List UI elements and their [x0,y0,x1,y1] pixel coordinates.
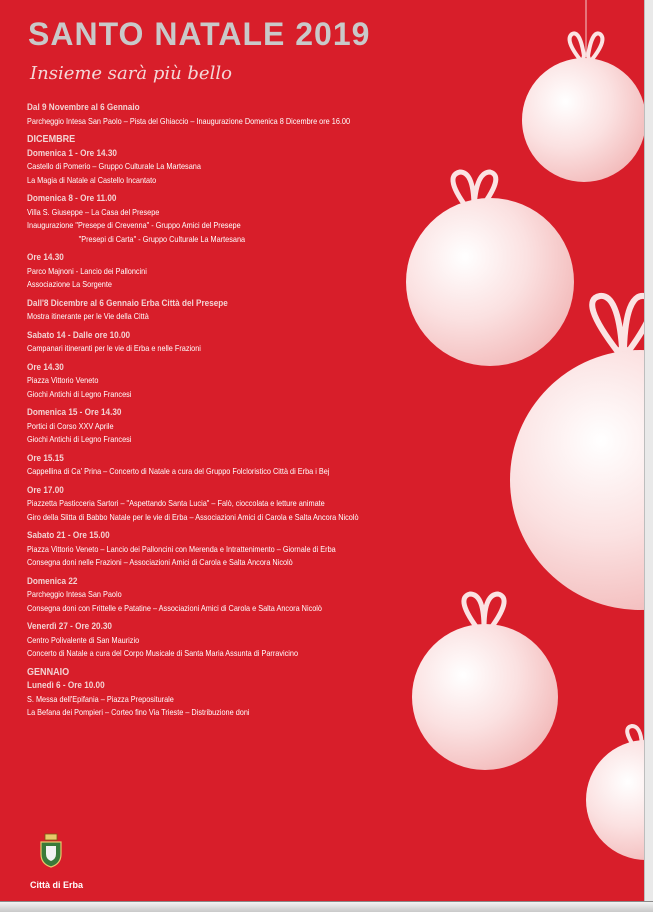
ornament-bottom [586,726,653,860]
event-block [27,452,371,479]
event-block [27,406,371,447]
event-block [27,575,371,616]
event-detail: Associazione La Sorgente [27,279,112,289]
ornament-lower [412,594,558,770]
month-heading: DICEMBRE [27,133,76,145]
event-date-heading: Domenica 8 - Ore 11.00 [27,193,117,204]
event-date-heading: Sabato 21 - Ore 15.00 [27,530,110,541]
event-date-heading: Domenica 15 - Ore 14.30 [27,407,122,418]
event-detail: Inaugurazione "Presepe di Crevenna" - Gruppo Amici del Presepe [27,220,241,230]
window-scroll-edge [644,0,653,912]
event-detail: Consegna doni con Frittelle e Patatine – Associazioni Amici di Carola e Salta Ancora Nicolò [27,602,323,613]
event-detail: Parcheggio Intesa San Paolo [27,589,122,599]
event-date-heading: Sabato 14 - Dalle ore 10.00 [27,329,131,341]
event-block [27,679,371,720]
event-block [27,329,371,356]
event-detail: Piazza Vittorio Veneto [27,375,99,385]
event-detail: "Presepi di Carta" - Gruppo Culturale La Martesana [78,233,246,244]
event-date-heading: Dal 9 Novembre al 6 Gennaio [27,102,140,113]
event-block [27,529,371,570]
event-date-heading: Domenica 22 [27,575,78,587]
city-crest-icon [38,833,64,869]
event-detail: Parco Majnoni - Lancio dei Palloncini [27,265,147,276]
event-block [27,147,371,188]
poster-title: SANTO NATALE 2019 [28,16,371,52]
bottom-taskbar [0,901,653,912]
event-date-heading: Lunedì 6 - Ore 10.00 [27,680,105,691]
event-detail: Giro della Slitta di Babbo Natale per le vie di Erba – Associazioni Amici di Carola e Salta Ancora Nicolò [27,511,359,522]
event-detail: Piazzetta Pasticceria Sartori – "Aspettando Santa Lucia" – Falò, cioccolata e letture animate [27,498,325,508]
event-block [27,192,371,246]
event-block [27,484,371,525]
event-detail: Portici di Corso XXV Aprile [27,420,114,431]
poster-subtitle: Insieme sarà più bello [30,63,232,84]
event-date-heading: Ore 17.00 [27,484,64,496]
event-detail: Castello di Pomerio – Gruppo Culturale La Martesana [27,161,201,171]
event-detail: La Befana dei Pompieri – Corteo fino Via Trieste – Distribuzione doni [27,707,250,717]
event-date-heading: Dall'8 Dicembre al 6 Gennaio Erba Città del Presepe [27,297,228,309]
event-block [27,361,371,402]
event-detail: Giochi Antichi di Legno Francesi [27,434,132,444]
event-block [27,297,371,324]
ornament-top [522,0,646,182]
event-detail: Concerto di Natale a cura del Corpo Musicale di Santa Maria Assunta di Parravicino [27,648,299,658]
event-date-heading: Ore 15.15 [27,452,64,464]
event-date-heading: Venerdì 27 - Ore 20.30 [27,621,112,632]
event-detail: Centro Polivalente di San Maurizio [27,634,140,645]
event-detail: Mostra itinerante per le Vie della Città [27,311,149,321]
event-detail: Piazza Vittorio Veneto – Lancio dei Palloncini con Merenda e Intrattenimento – Giornale di Erba [27,543,336,554]
event-detail: Campanari itineranti per le vie di Erba e nelle Frazioni [27,343,201,353]
event-program [27,101,371,725]
event-detail: Villa S. Giuseppe – La Casa del Presepe [27,206,160,217]
event-detail: Parcheggio Intesa San Paolo – Pista del Ghiaccio – Inaugurazione Domenica 8 Dicembre ore 16.00 [27,115,351,126]
city-label: Città di Erba [30,880,84,890]
event-detail: S. Messa dell'Epifania – Piazza Prepositurale [27,693,174,704]
event-block [27,101,371,128]
event-date-heading: Ore 14.30 [27,361,64,373]
ornament-middle [406,172,574,366]
event-block [27,620,371,661]
event-detail: Cappellina di Ca' Prina – Concerto di Natale a cura del Gruppo Folcloristico Città di Erba i Bej [27,466,330,476]
event-detail: Giochi Antichi di Legno Francesi [27,388,132,399]
ornament-large [510,296,653,610]
event-block [27,251,371,292]
event-detail: La Magia di Natale al Castello Incantato [27,174,157,185]
event-date-heading: Ore 14.30 [27,252,64,263]
event-date-heading: Domenica 1 - Ore 14.30 [27,147,117,159]
event-detail: Consegna doni nelle Frazioni – Associazioni Amici di Carola e Salta Ancora Nicolò [27,557,293,567]
month-heading: GENNAIO [27,665,70,678]
